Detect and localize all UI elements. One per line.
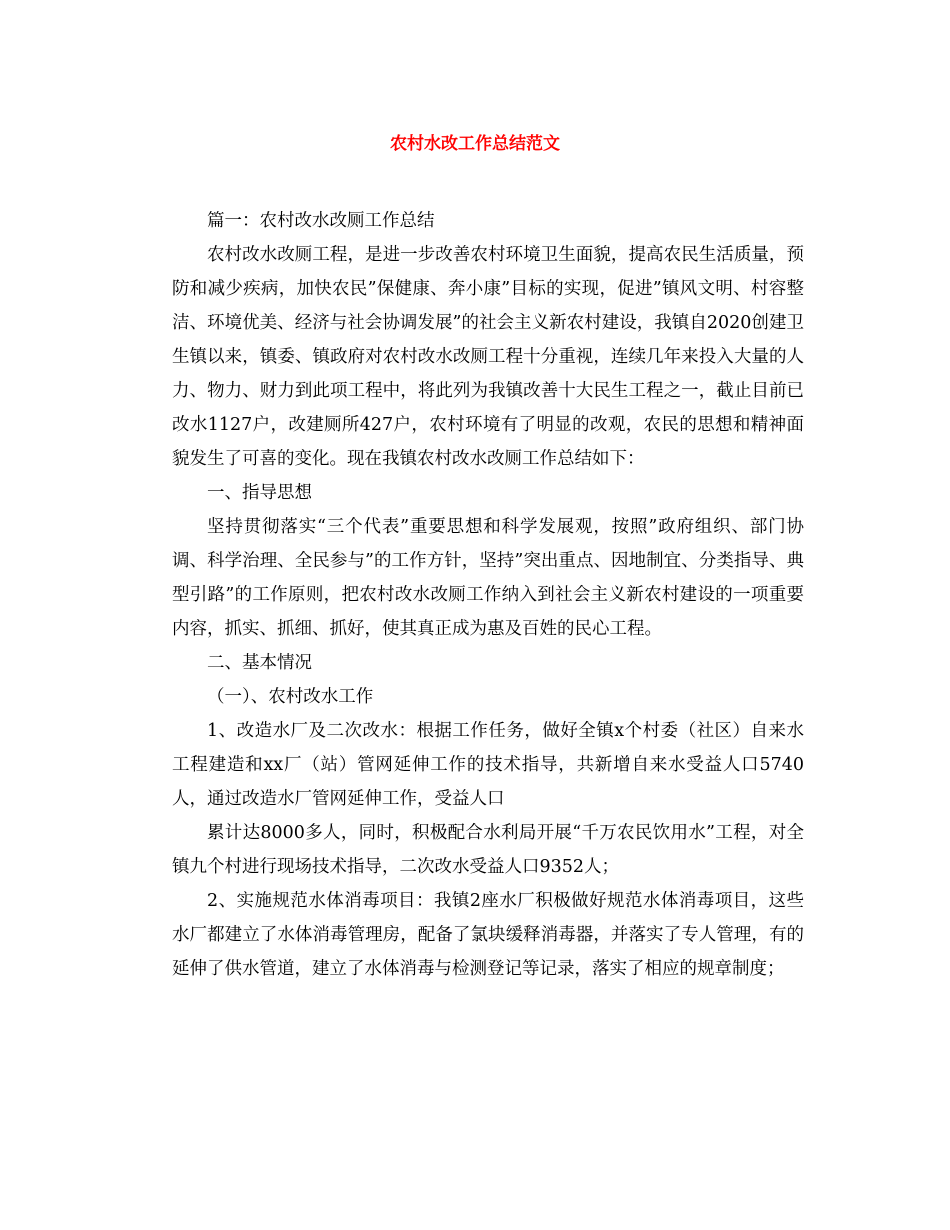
water-plant-paragraph: 1、改造水厂及二次改水：根据工作任务，做好全镇x个村委（社区）自来水工程建造和xx厂（站）管网延伸工作的技术指导，共新增自来水受益人口5740人，通过改造水厂管网延伸工作，受益人口 — [172, 721, 804, 809]
section-heading-guiding-ideology: 一、指导思想 — [207, 483, 312, 503]
disinfection-project-paragraph: 2、实施规范水体消毒项目：我镇2座水厂积极做好规范水体消毒项目，这些水厂都建立了水体消毒管理房，配备了氯块缓释消毒器，并落实了专人管理，有的延伸了供水管道，建立了水体消毒与检测登记等记录，落实了相应的规章制度； — [172, 891, 804, 979]
section-heading-basic-situation: 二、基本情况 — [207, 653, 312, 673]
guiding-ideology-paragraph: 坚持贯彻落实“三个代表”重要思想和科学发展观，按照”政府组织、部门协调、科学治理、全民参与”的工作方针，坚持”突出重点、因地制宜、分类指导、典型引路”的工作原则，把农村改水改厕工作纳入到社会主义新农村建设的一项重要内容，抓实、抓细、抓好，使其真正成为惠及百姓的民心工程。 — [172, 517, 804, 639]
document-title: 农村水改工作总结范文 — [390, 134, 560, 154]
document-body — [172, 204, 804, 986]
intro-paragraph: 农村改水改厕工程，是进一步改善农村环境卫生面貌，提高农民生活质量，预防和减少疾病，加快农民”保健康、奔小康”目标的实现，促进”镇风文明、村容整洁、环境优美、经济与社会协调发展”的社会主义新农村建设，我镇自2020创建卫生镇以来，镇委、镇政府对农村改水改厕工程十分重视，连续几年来投入大量的人力、物力、财力到此项工程中，将此列为我镇改善十大民生工程之一，截止目前已改水1127户，改建厕所427户，农村环境有了明显的改观，农民的思想和精神面貌发生了可喜的变化。现在我镇农村改水改厕工作总结如下： — [172, 245, 804, 469]
cumulative-beneficiaries-paragraph: 累计达8000多人，同时，积极配合水利局开展“千万农民饮用水”工程，对全镇九个村进行现场技术指导，二次改水受益人口9352人； — [172, 823, 804, 877]
subsection-heading-water-reform: （一）、农村改水工作 — [207, 687, 374, 707]
chapter-heading: 篇一：农村改水改厕工作总结 — [207, 211, 435, 231]
